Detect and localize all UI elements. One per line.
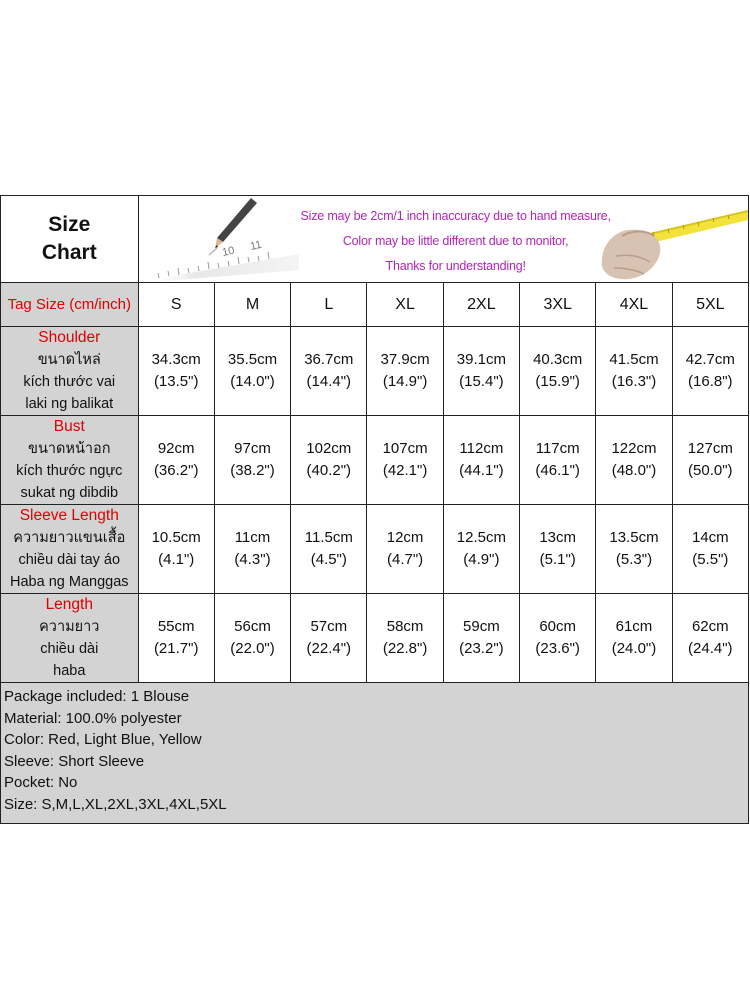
value-cm: 97cm [234, 440, 271, 457]
note-color-difference: Color may be little different due to monitor, [342, 234, 569, 248]
measurement-translation: Haba ng Manggas [10, 574, 129, 590]
value-cm: 92cm [157, 440, 195, 457]
measurement-row-shoulder [1, 327, 749, 416]
ruler-tick-label: 11 [248, 238, 263, 253]
value-cm: 10.5cm [151, 529, 201, 546]
value-inch: (46.1") [535, 462, 580, 479]
product-info-line: Color: Red, Light Blue, Yellow [4, 731, 202, 749]
value-cm: 59cm [463, 618, 500, 635]
measurement-translation: ความยาว [39, 619, 100, 635]
measurement-value-cell [672, 416, 748, 505]
product-info-line: Package included: 1 Blouse [4, 688, 190, 705]
measurement-value-cell [672, 327, 748, 416]
product-info-line: Size: S,M,L,XL,2XL,3XL,4XL,5XL [4, 795, 227, 813]
value-inch: (15.4") [459, 373, 504, 390]
value-cm: 55cm [157, 618, 195, 635]
measurement-value-cell [291, 505, 367, 594]
size-header-l: L [291, 283, 367, 327]
measurement-value-cell [443, 416, 519, 505]
value-inch: (42.1") [382, 462, 428, 479]
product-info [1, 683, 749, 824]
measurement-value-cell [672, 505, 748, 594]
value-cm: 58cm [386, 618, 424, 635]
size-header-s: S [138, 283, 214, 327]
measurement-value-cell [367, 327, 443, 416]
measurement-value-cell [138, 594, 214, 683]
value-inch: (48.0") [611, 462, 657, 479]
measurement-translation: laki ng balikat [25, 396, 114, 412]
value-cm: 102cm [306, 440, 352, 457]
value-inch: (4.5") [310, 551, 347, 568]
measurement-notes [301, 204, 611, 279]
value-inch: (4.1") [158, 551, 195, 568]
value-inch: (50.0") [688, 462, 733, 479]
measurement-translation: kích thước vai [23, 374, 116, 390]
value-inch: (5.5") [692, 551, 729, 568]
value-inch: (14.0") [230, 373, 275, 390]
measurement-value-cell [367, 505, 443, 594]
value-inch: (14.9") [382, 373, 428, 390]
value-cm: 12cm [386, 529, 424, 546]
value-cm: 14cm [691, 529, 729, 546]
value-inch: (23.2") [459, 640, 504, 657]
value-inch: (24.0") [611, 640, 657, 657]
value-inch: (4.3") [234, 551, 271, 568]
measurement-value-cell [138, 416, 214, 505]
measurement-translation: chiều dài [40, 641, 99, 657]
hand-tape-measure-illustration [598, 196, 748, 282]
value-cm: 57cm [310, 618, 348, 635]
measurement-value-cell [214, 505, 290, 594]
note-thanks: Thanks for understanding! [385, 259, 526, 273]
measurement-row-length [1, 594, 749, 683]
measurement-value-cell [443, 594, 519, 683]
value-inch: (22.8") [382, 640, 428, 657]
tag-size-label: Tag Size (cm/inch) [1, 283, 139, 327]
measurement-value-cell [596, 327, 672, 416]
product-info-line: Material: 100.0% polyester [4, 709, 182, 727]
value-cm: 61cm [615, 618, 653, 635]
value-inch: (14.4") [306, 373, 352, 390]
value-cm: 37.9cm [380, 351, 430, 368]
value-cm: 56cm [234, 618, 271, 635]
size-header-4xl: 4XL [596, 283, 672, 327]
value-inch: (36.2") [153, 462, 199, 479]
value-inch: (44.1") [459, 462, 504, 479]
value-cm: 42.7cm [685, 351, 735, 368]
size-header-3xl: 3XL [520, 283, 596, 327]
measurement-value-cell [520, 416, 596, 505]
product-info-line: Pocket: No [4, 774, 78, 792]
measurement-value-cell [672, 594, 748, 683]
measurement-value-cell [291, 327, 367, 416]
value-cm: 41.5cm [609, 351, 659, 368]
measurement-value-cell [520, 594, 596, 683]
measurement-value-cell [291, 594, 367, 683]
value-cm: 117cm [535, 440, 580, 457]
size-chart-table [0, 195, 749, 824]
measurement-label [1, 327, 139, 416]
measurement-value-cell [520, 505, 596, 594]
product-info-row [1, 683, 749, 824]
measurement-translation: ความยาวแขนเสื้อ [13, 530, 126, 546]
value-inch: (38.2") [230, 462, 275, 479]
measurement-value-cell [367, 416, 443, 505]
measurement-value-cell [138, 505, 214, 594]
product-info-line: Sleeve: Short Sleeve [4, 752, 145, 770]
ruler-pencil-illustration [139, 196, 299, 282]
measurement-value-cell [596, 505, 672, 594]
value-inch: (15.9") [535, 373, 580, 390]
measurement-value-cell [214, 416, 290, 505]
value-cm: 35.5cm [227, 351, 278, 368]
measurement-name: Length [45, 596, 93, 613]
value-cm: 112cm [459, 440, 504, 457]
measurement-value-cell [443, 505, 519, 594]
size-header-m: M [214, 283, 290, 327]
value-cm: 39.1cm [456, 351, 506, 368]
measurement-value-cell [367, 594, 443, 683]
value-inch: (5.3") [615, 551, 653, 568]
value-cm: 60cm [539, 618, 577, 635]
measurement-notice-banner [138, 196, 748, 283]
value-cm: 34.3cm [151, 351, 201, 368]
size-header-2xl: 2XL [443, 283, 519, 327]
measurement-name: Shoulder [38, 329, 101, 346]
value-cm: 11cm [234, 529, 271, 546]
measurement-value-cell [520, 327, 596, 416]
value-cm: 11.5cm [304, 529, 353, 546]
measurement-translation: haba [53, 663, 86, 679]
measurement-row-sleeve-length [1, 505, 749, 594]
value-inch: (40.2") [306, 462, 352, 479]
measurement-value-cell [138, 327, 214, 416]
value-inch: (24.4") [688, 640, 733, 657]
measurement-name: Sleeve Length [19, 507, 119, 524]
value-inch: (21.7") [153, 640, 199, 657]
measurement-label [1, 505, 139, 594]
size-header-xl: XL [367, 283, 443, 327]
value-inch: (4.9") [463, 551, 500, 568]
value-inch: (22.0") [230, 640, 275, 657]
value-cm: 127cm [687, 440, 733, 457]
measurement-label [1, 416, 139, 505]
measurement-value-cell [596, 416, 672, 505]
measurement-translation: sukat ng dibdib [20, 485, 119, 501]
value-inch: (4.7") [387, 551, 424, 568]
measurement-value-cell [443, 327, 519, 416]
measurement-translation: ขนาดหน้าอก [28, 441, 111, 457]
value-inch: (5.1") [539, 551, 576, 568]
value-cm: 13cm [539, 529, 577, 546]
note-hand-measure: Size may be 2cm/1 inch inaccuracy due to hand measure, [300, 209, 611, 223]
value-cm: 122cm [611, 440, 657, 457]
value-cm: 13.5cm [609, 529, 659, 546]
chart-title: Size Chart [1, 196, 139, 283]
ruler-tick-label: 10 [220, 244, 236, 259]
measurement-translation: kích thước ngực [16, 463, 123, 479]
measurement-translation: ขนาดไหล่ [37, 352, 101, 368]
value-inch: (23.6") [535, 640, 580, 657]
measurement-value-cell [596, 594, 672, 683]
header-row [1, 196, 749, 283]
measurement-value-cell [214, 594, 290, 683]
value-cm: 12.5cm [456, 529, 506, 546]
tag-size-row [1, 283, 749, 327]
value-inch: (16.8") [688, 373, 733, 390]
value-inch: (13.5") [153, 373, 199, 390]
value-cm: 107cm [382, 440, 428, 457]
size-header-5xl: 5XL [672, 283, 748, 327]
measurement-row-bust [1, 416, 749, 505]
value-inch: (16.3") [611, 373, 657, 390]
value-cm: 36.7cm [304, 351, 354, 368]
measurement-label [1, 594, 139, 683]
measurement-translation: chiều dài tay áo [18, 552, 121, 568]
value-cm: 62cm [691, 618, 729, 635]
value-inch: (22.4") [306, 640, 352, 657]
measurement-value-cell [291, 416, 367, 505]
measurement-value-cell [214, 327, 290, 416]
value-cm: 40.3cm [533, 351, 583, 368]
measurement-name: Bust [53, 418, 85, 435]
